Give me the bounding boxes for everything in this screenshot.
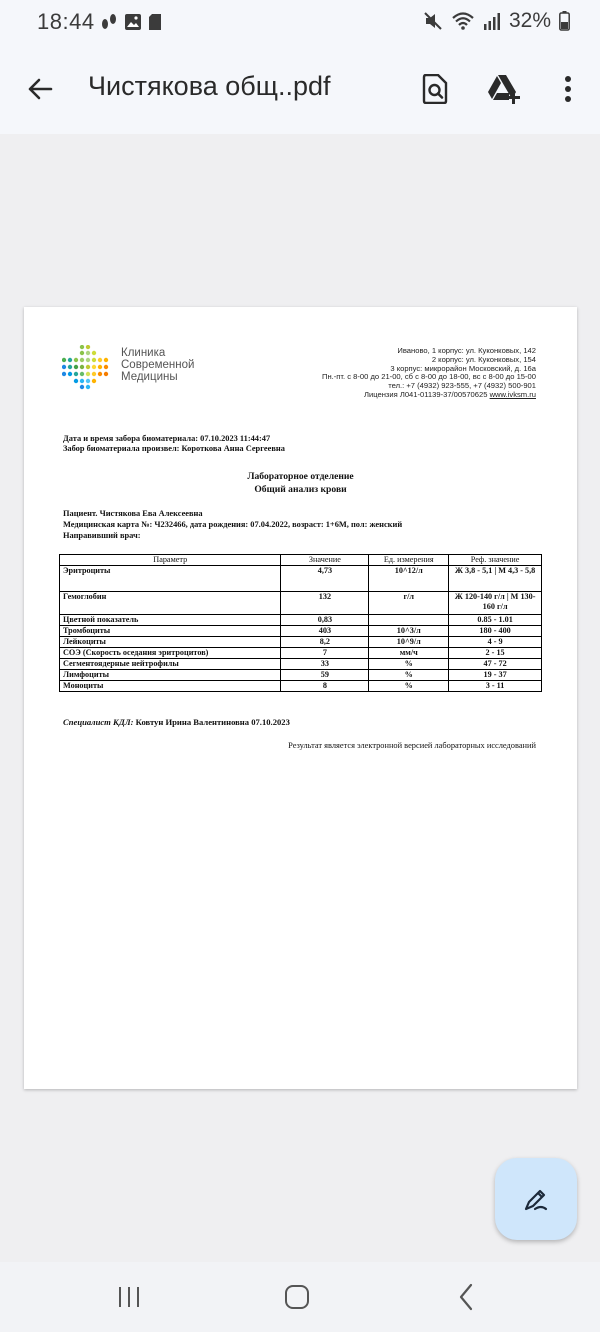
pdf-viewer[interactable] — [0, 134, 600, 1262]
patient-name: Пациент. Чистякова Ева Алексеевна — [63, 509, 203, 518]
collection-info: Дата и время забора биоматериала: 07.10.2023 11:44:47 Забор биоматериала произвел: Короткова Анна Сергеевна — [63, 434, 285, 453]
document-search-icon — [421, 74, 449, 104]
footnote: Результат является электронной версией лабораторных исследований — [288, 741, 536, 750]
referring-doctor: Направивший врач: — [63, 531, 141, 540]
table-row: Эритроциты 4,73 10^12/л Ж 3,8 - 5,1 | М 4,3 - 5,8 — [60, 566, 542, 592]
results-table — [59, 554, 542, 692]
table-row: Тромбоциты 403 10^3/л 180 - 400 — [60, 626, 542, 637]
header-unit: Ед. измерения — [369, 555, 449, 566]
table-header-row — [60, 555, 542, 566]
document-title: Чистякова общ..pdf — [88, 71, 331, 101]
patient-info — [63, 508, 402, 541]
status-time: 18:44 — [37, 9, 95, 34]
arrow-left-icon — [26, 75, 54, 103]
recents-button[interactable] — [109, 1280, 149, 1314]
header-param: Параметр — [60, 555, 281, 566]
clinic-logo-icon — [62, 345, 110, 393]
header-value: Значение — [281, 555, 369, 566]
home-button[interactable] — [277, 1280, 317, 1314]
edit-fab-button[interactable] — [495, 1158, 577, 1240]
table-row: Сегментоядерные нейтрофилы 33 % 47 - 72 — [60, 659, 542, 670]
home-icon — [284, 1284, 310, 1310]
report-heading — [24, 470, 577, 496]
recents-icon — [117, 1285, 141, 1309]
website-link[interactable]: www.ivksm.ru — [489, 389, 536, 399]
wifi-icon — [451, 11, 475, 31]
more-options-button[interactable] — [549, 70, 587, 108]
medical-card: Медицинская карта №: Ч232466, дата рождения: 07.04.2022, возраст: 1+6М, пол: женский — [63, 520, 403, 529]
battery-icon — [559, 11, 570, 31]
table-row: Цветной показатель 0,83 0.85 - 1.01 — [60, 615, 542, 626]
app-bar — [0, 44, 600, 134]
add-to-drive-button[interactable] — [486, 70, 524, 108]
clinic-address: Иваново, 1 корпус: ул. Куконковых, 142 2 корпус: ул. Куконковых, 154 3 корпус: микрорайон Московский, д. 16а Пн.-пт. с 8-00 до 21-00, сб с 8-00 до 18-00, вс с 8-00 до 15-00 тел.: +7 (4932) 923-555, +7 (4932) 500-901 Лицензия Л041-01139-37/00570625 www.ivksm.ru — [321, 346, 536, 399]
pdf-page[interactable] — [24, 307, 577, 1089]
table-row: Моноциты 8 % 3 - 11 — [60, 681, 542, 692]
analysis-title: Общий анализ крови — [254, 484, 347, 495]
battery-percent: 32% — [508, 9, 551, 32]
drive-add-icon — [487, 73, 523, 105]
steps-icon — [100, 12, 118, 32]
header-ref: Реф. значение — [449, 555, 542, 566]
back-button[interactable] — [22, 71, 58, 107]
search-document-button[interactable] — [416, 70, 454, 108]
nav-back-icon — [457, 1283, 475, 1311]
table-row: Лимфоциты 59 % 19 - 37 — [60, 670, 542, 681]
system-nav-bar — [0, 1262, 600, 1332]
table-row: СОЭ (Скорость оседания эритроцитов) 7 мм/ч 2 - 15 — [60, 648, 542, 659]
table-row: Лейкоциты 8,2 10^9/л 4 - 9 — [60, 637, 542, 648]
nav-back-button[interactable] — [446, 1280, 486, 1314]
clinic-name: Клиника Современной Медицины — [121, 347, 195, 383]
image-icon — [124, 13, 142, 31]
status-bar — [0, 0, 600, 44]
mute-icon — [423, 11, 443, 31]
more-vert-icon — [564, 75, 572, 103]
sd-card-icon — [148, 13, 162, 31]
signal-icon — [483, 11, 501, 31]
edit-pen-icon — [521, 1184, 551, 1214]
department-title: Лабораторное отделение — [247, 471, 354, 482]
specialist-label: Специалист КДЛ: — [63, 717, 134, 727]
specialist-signature — [63, 717, 290, 727]
license-text: Лицензия Л041-01139-37/00570625 — [363, 389, 488, 399]
specialist-name: Ковтун Ирина Валентиновна 07.10.2023 — [135, 717, 290, 727]
table-row: Гемоглобин 132 г/л Ж 120-140 г/л | М 130-160 г/л — [60, 592, 542, 615]
